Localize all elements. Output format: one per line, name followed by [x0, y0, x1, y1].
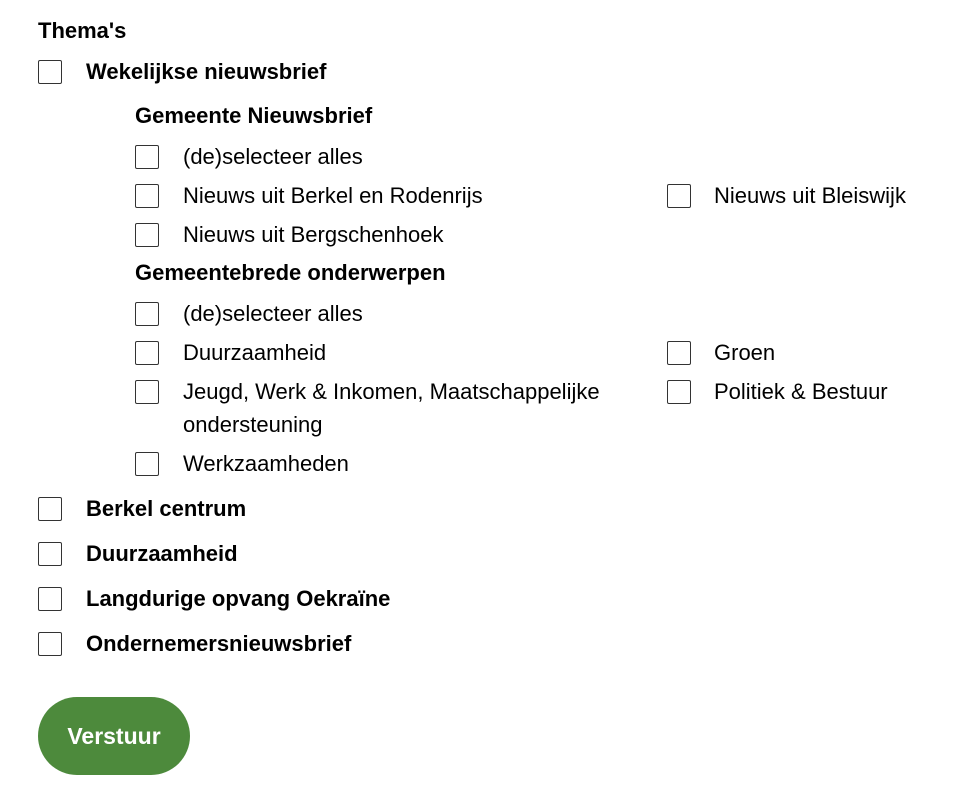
- wekelijkse-nieuwsbrief-label[interactable]: Wekelijkse nieuwsbrief: [86, 59, 327, 84]
- groen-label[interactable]: Groen: [714, 340, 776, 365]
- langdurige-opvang-oekraine-label[interactable]: Langdurige opvang Oekraïne: [86, 586, 391, 611]
- submit-button-label: Verstuur: [67, 722, 161, 749]
- gemeentebrede-duurzaamheid-checkbox[interactable]: [135, 341, 159, 365]
- gemeente-nieuwsbrief-heading: Gemeente Nieuwsbrief: [135, 103, 373, 128]
- duurzaamheid-checkbox[interactable]: [38, 542, 62, 566]
- berkel-centrum-label[interactable]: Berkel centrum: [86, 496, 247, 521]
- ondernemersnieuwsbrief-label[interactable]: Ondernemersnieuwsbrief: [86, 631, 352, 656]
- gemeentebrede-duurzaamheid-label[interactable]: Duurzaamheid: [183, 340, 327, 365]
- werkzaamheden-label[interactable]: Werkzaamheden: [183, 451, 349, 476]
- jeugd-werk-inkomen-label[interactable]: Jeugd, Werk & Inkomen, Maatschappelijke ondersteuning: [183, 379, 600, 437]
- gemeentebrede-select-all-label[interactable]: (de)selecteer alles: [183, 301, 363, 326]
- wekelijkse-nieuwsbrief-checkbox[interactable]: [38, 60, 62, 84]
- jeugd-werk-inkomen-checkbox[interactable]: [135, 380, 159, 404]
- politiek-bestuur-label[interactable]: Politiek & Bestuur: [714, 379, 888, 404]
- langdurige-opvang-oekraine-checkbox[interactable]: [38, 587, 62, 611]
- nieuws-bergschenhoek-label[interactable]: Nieuws uit Bergschenhoek: [183, 222, 444, 247]
- ondernemersnieuwsbrief-checkbox[interactable]: [38, 632, 62, 656]
- gemeentebrede-onderwerpen-heading: Gemeentebrede onderwerpen: [135, 260, 446, 285]
- nieuws-bleiswijk-label[interactable]: Nieuws uit Bleiswijk: [714, 183, 906, 208]
- gemeentebrede-select-all-checkbox[interactable]: [135, 302, 159, 326]
- submit-button[interactable]: [38, 697, 190, 775]
- nieuws-berkel-rodenrijs-checkbox[interactable]: [135, 184, 159, 208]
- nieuws-bergschenhoek-checkbox[interactable]: [135, 223, 159, 247]
- duurzaamheid-label[interactable]: Duurzaamheid: [86, 541, 238, 566]
- gemeente-nieuwsbrief-select-all-checkbox[interactable]: [135, 145, 159, 169]
- groen-checkbox[interactable]: [667, 341, 691, 365]
- section-title: Thema's: [38, 18, 127, 43]
- werkzaamheden-checkbox[interactable]: [135, 452, 159, 476]
- berkel-centrum-checkbox[interactable]: [38, 497, 62, 521]
- politiek-bestuur-checkbox[interactable]: [667, 380, 691, 404]
- nieuws-bleiswijk-checkbox[interactable]: [667, 184, 691, 208]
- nieuws-berkel-rodenrijs-label[interactable]: Nieuws uit Berkel en Rodenrijs: [183, 183, 483, 208]
- gemeente-nieuwsbrief-select-all-label[interactable]: (de)selecteer alles: [183, 144, 363, 169]
